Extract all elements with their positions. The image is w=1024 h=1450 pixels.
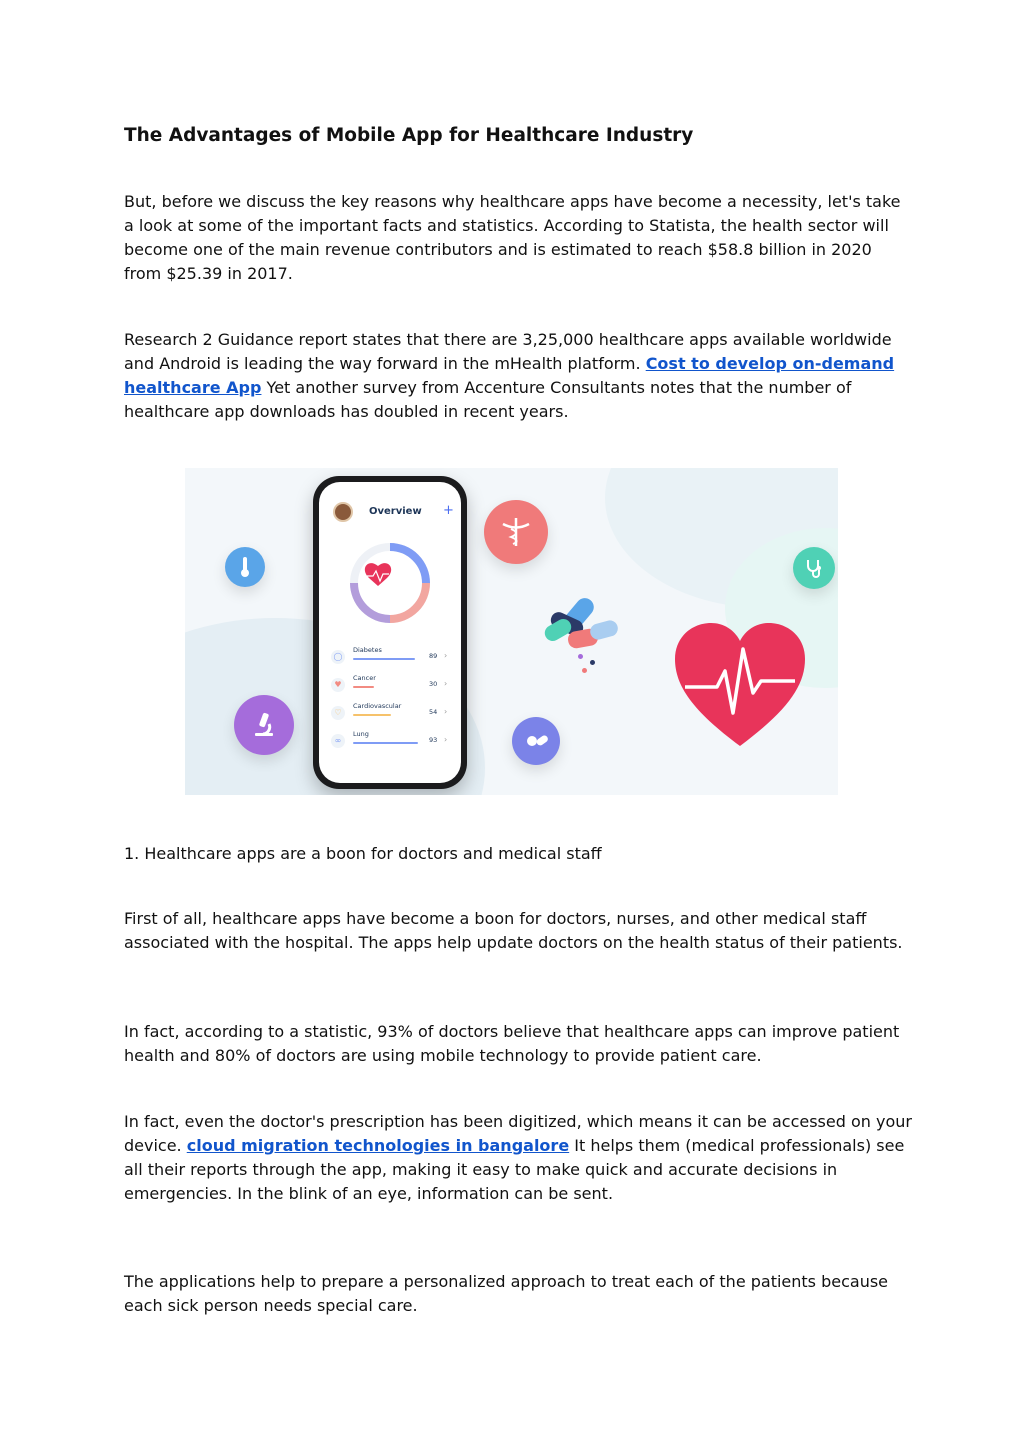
paragraph-text: Research 2 Guidance report states that there are 3,25,000 healthcare apps available worldwide and Android is leading the way forward in the mHealth platform. xyxy=(124,330,892,373)
list-item[interactable] xyxy=(331,674,451,698)
list-item[interactable] xyxy=(331,646,451,670)
condition-bar xyxy=(353,714,391,716)
pills-icon xyxy=(512,717,560,765)
microscope-icon xyxy=(234,695,294,755)
page-title: The Advantages of Mobile App for Healthcare Industry xyxy=(124,125,694,146)
chevron-right-icon: › xyxy=(444,679,448,688)
paragraph-text: In fact, even the doctor's prescription has been digitized, which means it can be accessed on your device. xyxy=(124,1112,912,1155)
paragraph-research xyxy=(124,328,914,424)
condition-icon: ◯ xyxy=(331,650,345,664)
condition-label: Cancer xyxy=(353,674,376,682)
list-item[interactable] xyxy=(331,730,451,754)
condition-bar xyxy=(353,658,415,660)
avatar xyxy=(333,502,353,522)
paragraph-statistics: But, before we discuss the key reasons why healthcare apps have become a necessity, let's take a look at some of the important facts and statistics. According to Statista, the health sector will become one of the main revenue contributors and is estimated to reach $58.8 billion in 2020 from $25.39 in 2017. xyxy=(124,192,901,283)
condition-label: Diabetes xyxy=(353,646,382,654)
phone-screen xyxy=(319,482,461,783)
paragraph-personalized: The applications help to prepare a personalized approach to treat each of the patients because each sick person needs special care. xyxy=(124,1272,889,1315)
condition-icon: ♥ xyxy=(331,678,345,692)
healthcare-app-illustration xyxy=(185,468,838,795)
paragraph-text: It helps them (medical professionals) see all their reports through the app, making it easy to make quick and accurate decisions in emergencies. In the blink of an eye, information can be sent. xyxy=(124,1136,905,1203)
condition-bar xyxy=(353,686,374,688)
heart-pulse-icon xyxy=(673,621,807,755)
condition-value: 89 xyxy=(429,652,438,660)
condition-value: 30 xyxy=(429,680,438,688)
cost-to-develop-link[interactable]: Cost to develop on-demand healthcare App xyxy=(124,354,895,397)
paragraph-boon: First of all, healthcare apps have become a boon for doctors, nurses, and other medical staff associated with the hospital. The apps help update doctors on the health status of their patients. xyxy=(124,909,903,952)
section-heading: 1. Healthcare apps are a boon for doctors and medical staff xyxy=(124,844,602,863)
condition-value: 93 xyxy=(429,736,438,744)
paragraph-prescription xyxy=(124,1110,914,1206)
plus-icon: + xyxy=(443,503,454,518)
capsules-icon xyxy=(540,588,630,678)
condition-value: 54 xyxy=(429,708,438,716)
list-item[interactable] xyxy=(331,702,451,726)
chevron-right-icon: › xyxy=(444,735,448,744)
chevron-right-icon: › xyxy=(444,707,448,716)
paragraph-text: Yet another survey from Accenture Consultants notes that the number of healthcare app downloads has doubled in recent years. xyxy=(124,378,852,421)
condition-label: Lung xyxy=(353,730,369,738)
thermometer-icon xyxy=(225,547,265,587)
condition-bar xyxy=(353,742,418,744)
condition-icon: ∞ xyxy=(331,734,345,748)
condition-icon: ♡ xyxy=(331,706,345,720)
cloud-migration-link[interactable]: cloud migration technologies in bangalore xyxy=(186,1136,570,1155)
paragraph-statistic: In fact, according to a statistic, 93% of doctors believe that healthcare apps can improve patient health and 80% of doctors are using mobile technology to provide patient care. xyxy=(124,1022,900,1065)
caduceus-icon xyxy=(484,500,548,564)
condition-label: Cardiovascular xyxy=(353,702,402,710)
donut-chart xyxy=(345,538,435,628)
app-title: Overview xyxy=(369,506,422,517)
chevron-right-icon: › xyxy=(444,651,448,660)
stethoscope-icon xyxy=(793,547,835,589)
phone-mockup xyxy=(313,476,467,789)
